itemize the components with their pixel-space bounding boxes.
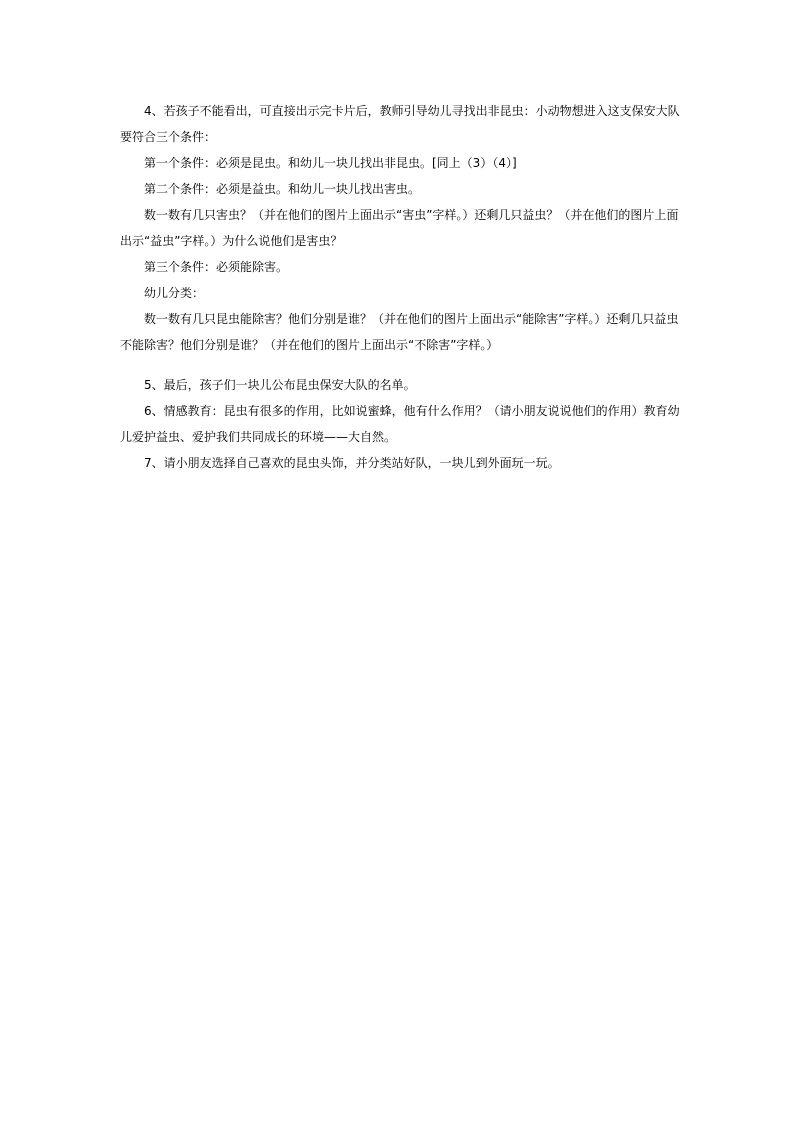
paragraph-condition-3: 第三个条件：必须能除害。 — [144, 260, 289, 274]
paragraph-step-6: 6、情感教育：昆虫有很多的作用，比如说蜜蜂，他有什么作用？（请小朋友说说他们的作用）教育幼儿爱护益虫、爱护我们共同成长的环境——大自然。 — [120, 404, 680, 444]
paragraph-step-7: 7、请小朋友选择自己喜欢的昆虫头饰，并分类站好队，一块儿到外面玩一玩。 — [144, 456, 560, 470]
document-body — [120, 98, 680, 476]
paragraph-classify: 幼儿分类： — [144, 286, 205, 300]
paragraph-spacer — [120, 358, 680, 372]
paragraph-step-5: 5、最后，孩子们一块儿公布昆虫保安大队的名单。 — [144, 378, 416, 392]
paragraph-count-pest-control: 数一数有几只昆虫能除害？他们分别是谁？（并在他们的图片上面出示“能除害”字样。）还剩几只益虫不能除害？他们分别是谁？（并在他们的图片上面出示“不除害”字样。） — [120, 312, 679, 352]
paragraph-condition-1: 第一个条件：必须是昆虫。和幼儿一块儿找出非昆虫。[同上（3）（4）] — [144, 156, 517, 170]
paragraph-count-pests: 数一数有几只害虫？（并在他们的图片上面出示“害虫”字样。）还剩几只益虫？（并在他们的图片上面出示“益虫”字样。）为什么说他们是害虫？ — [120, 208, 679, 248]
paragraph-condition-2: 第二个条件：必须是益虫。和幼儿一块儿找出害虫。 — [144, 182, 421, 196]
paragraph-step-4: 4、若孩子不能看出，可直接出示完卡片后，教师引导幼儿寻找出非昆虫：小动物想进入这支保安大队要符合三个条件： — [120, 104, 680, 144]
